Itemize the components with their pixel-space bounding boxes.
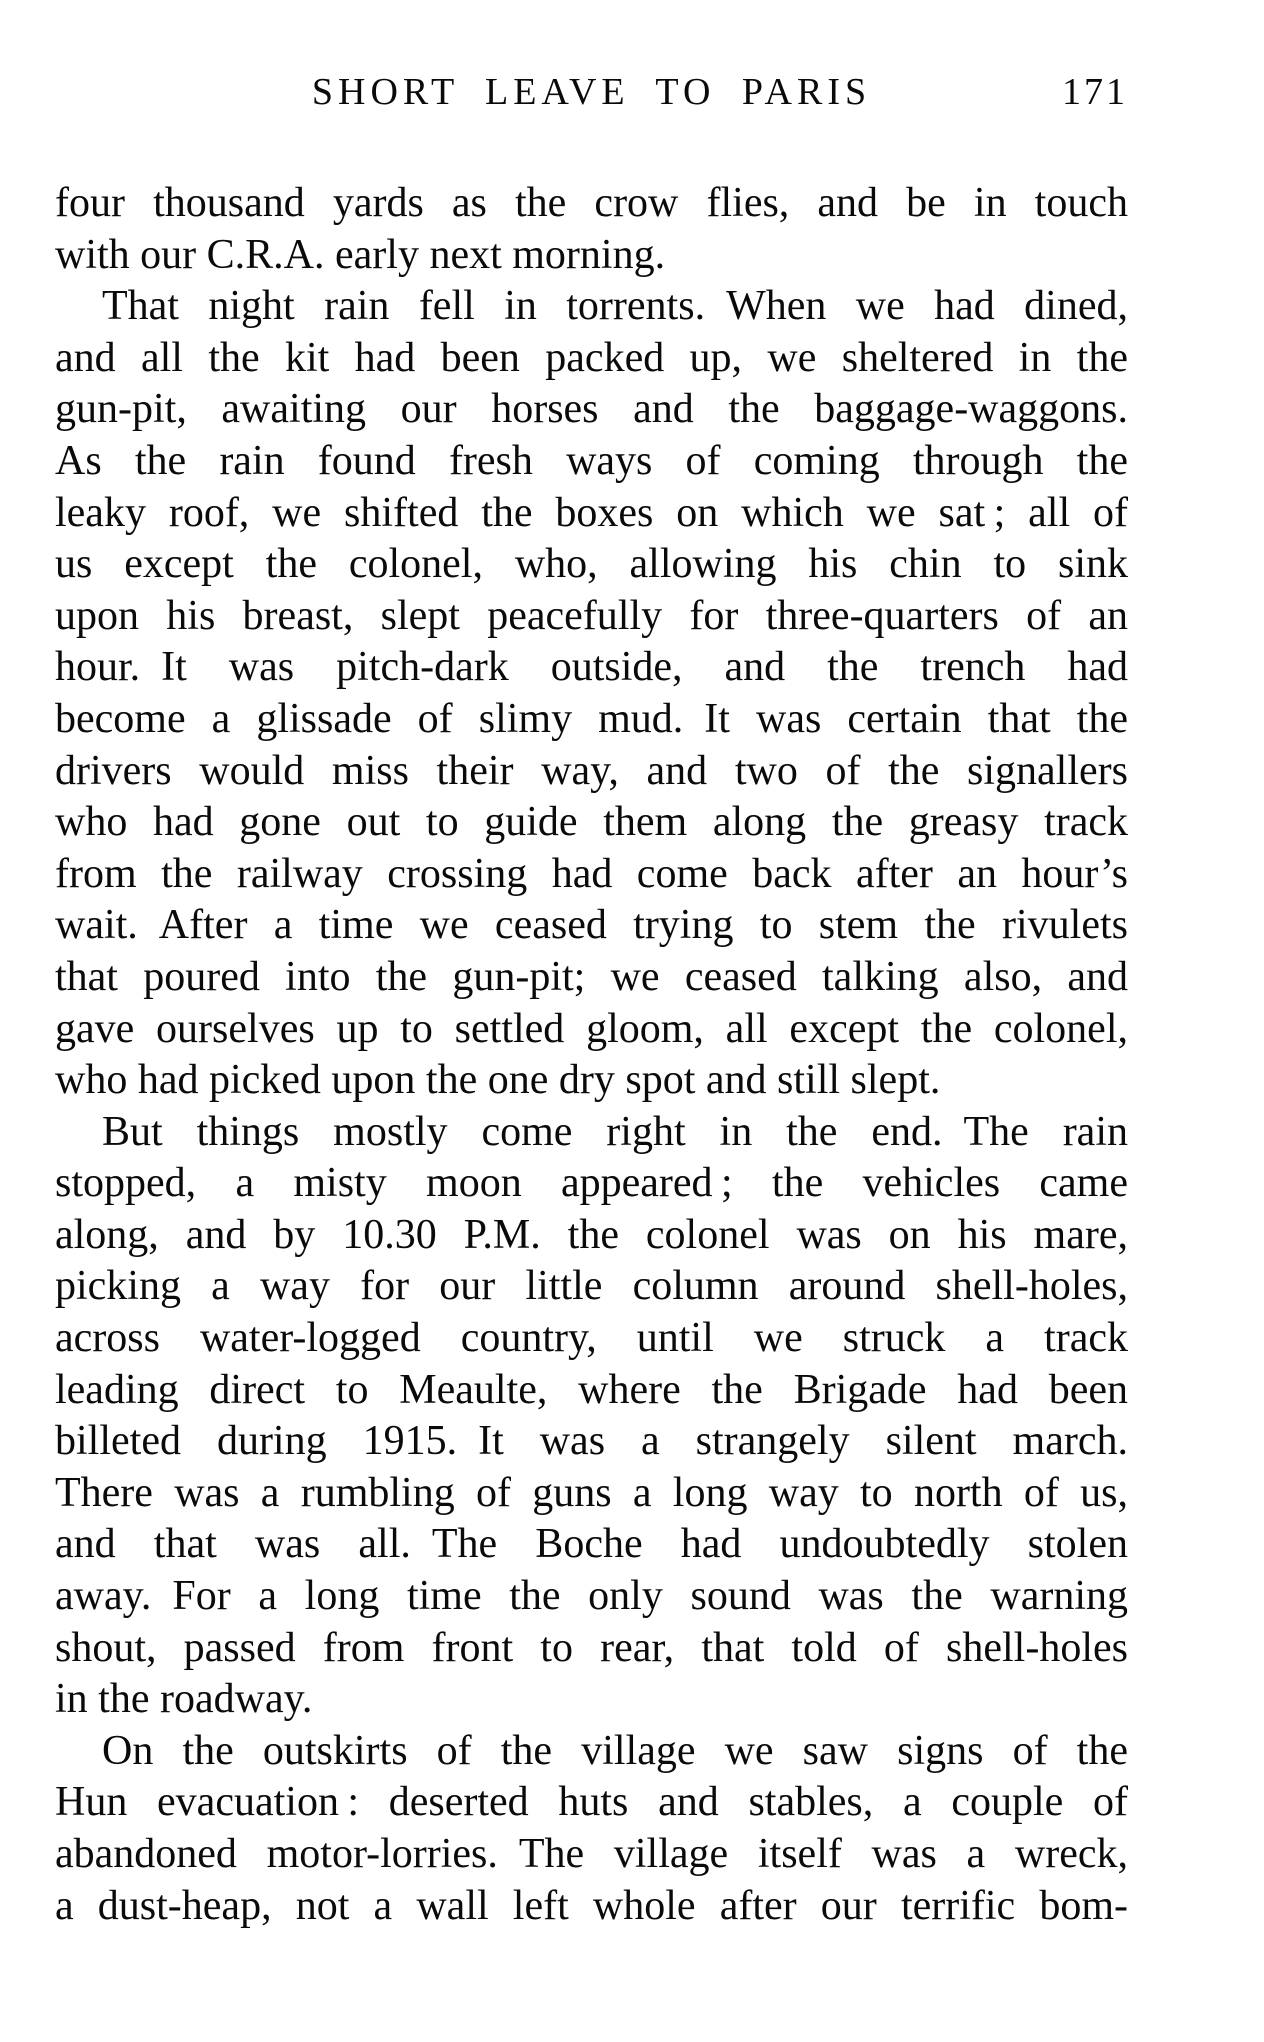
text-line: As the rain found fresh ways of coming through the bbox=[55, 437, 1128, 484]
text-line: that poured into the gun-pit; we ceased talking also, and bbox=[55, 953, 1128, 1000]
text-line: wait. After a time we ceased trying to stem the rivulets bbox=[55, 902, 1128, 949]
text-line: four thousand yards as the crow flies, and be in touch bbox=[55, 180, 1128, 226]
chapter-title: SHORT LEAVE TO PARIS bbox=[311, 71, 872, 113]
text-line: and that was all. The Boche had undoubtedly stolen bbox=[55, 1521, 1128, 1568]
text-line: drivers would miss their way, and two of the signallers bbox=[55, 747, 1128, 794]
running-header bbox=[55, 70, 1128, 112]
page-number: 171 bbox=[1062, 71, 1128, 113]
text-line: On the outskirts of the village we saw signs of the bbox=[102, 1727, 1128, 1774]
text-line: gun-pit, awaiting our horses and the baggage-waggons. bbox=[55, 386, 1128, 433]
text-line: across water-logged country, until we struck a track bbox=[55, 1315, 1128, 1362]
text-line: and all the kit had been packed up, we sheltered in the bbox=[55, 334, 1128, 381]
text-line: gave ourselves up to settled gloom, all except the colonel, bbox=[55, 1005, 1128, 1052]
paragraph bbox=[55, 1107, 1128, 1726]
text-line: upon his breast, slept peacefully for three-quarters of an bbox=[55, 592, 1128, 639]
text-line: away. For a long time the only sound was the warning bbox=[55, 1573, 1128, 1620]
text-line: a dust-heap, not a wall left whole after our terrific bom- bbox=[55, 1882, 1128, 1929]
text-line: abandoned motor-lorries. The village itself was a wreck, bbox=[55, 1831, 1128, 1877]
paragraph bbox=[55, 281, 1128, 1107]
text-line: billeted during 1915. It was a strangely silent march. bbox=[55, 1418, 1128, 1465]
text-line: stopped, a misty moon appeared ; the vehicles came bbox=[55, 1160, 1128, 1207]
text-line: us except the colonel, who, allowing his chin to sink bbox=[55, 541, 1128, 588]
page-body bbox=[55, 178, 1128, 1932]
text-line: That night rain fell in torrents. When we had dined, bbox=[102, 283, 1128, 330]
text-line: hour. It was pitch-dark outside, and the trench had bbox=[55, 644, 1128, 691]
text-line: leading direct to Meaulte, where the Brigade had been bbox=[55, 1366, 1128, 1413]
text-line: with our C.R.A. early next morning. bbox=[55, 231, 666, 278]
text-line: There was a rumbling of guns a long way to north of us, bbox=[55, 1469, 1128, 1516]
text-line: But things mostly come right in the end. The rain bbox=[102, 1108, 1128, 1155]
text-line: leaky roof, we shifted the boxes on which we sat ; all of bbox=[55, 489, 1128, 536]
text-line: picking a way for our little column around shell-holes, bbox=[55, 1263, 1128, 1310]
paragraph bbox=[55, 178, 1128, 281]
text-line: who had picked upon the one dry spot and still slept. bbox=[55, 1057, 941, 1104]
text-line: who had gone out to guide them along the greasy track bbox=[55, 799, 1128, 846]
text-line: shout, passed from front to rear, that told of shell-holes bbox=[55, 1624, 1128, 1671]
text-line: Hun evacuation : deserted huts and stables, a couple of bbox=[55, 1779, 1128, 1826]
paragraph bbox=[55, 1726, 1128, 1932]
text-line: along, and by 10.30 P.M. the colonel was on his mare, bbox=[55, 1211, 1128, 1258]
text-line: from the railway crossing had come back after an hour’s bbox=[55, 850, 1128, 897]
text-line: in the roadway. bbox=[55, 1676, 313, 1723]
text-line: become a glissade of slimy mud. It was certain that the bbox=[55, 695, 1128, 742]
